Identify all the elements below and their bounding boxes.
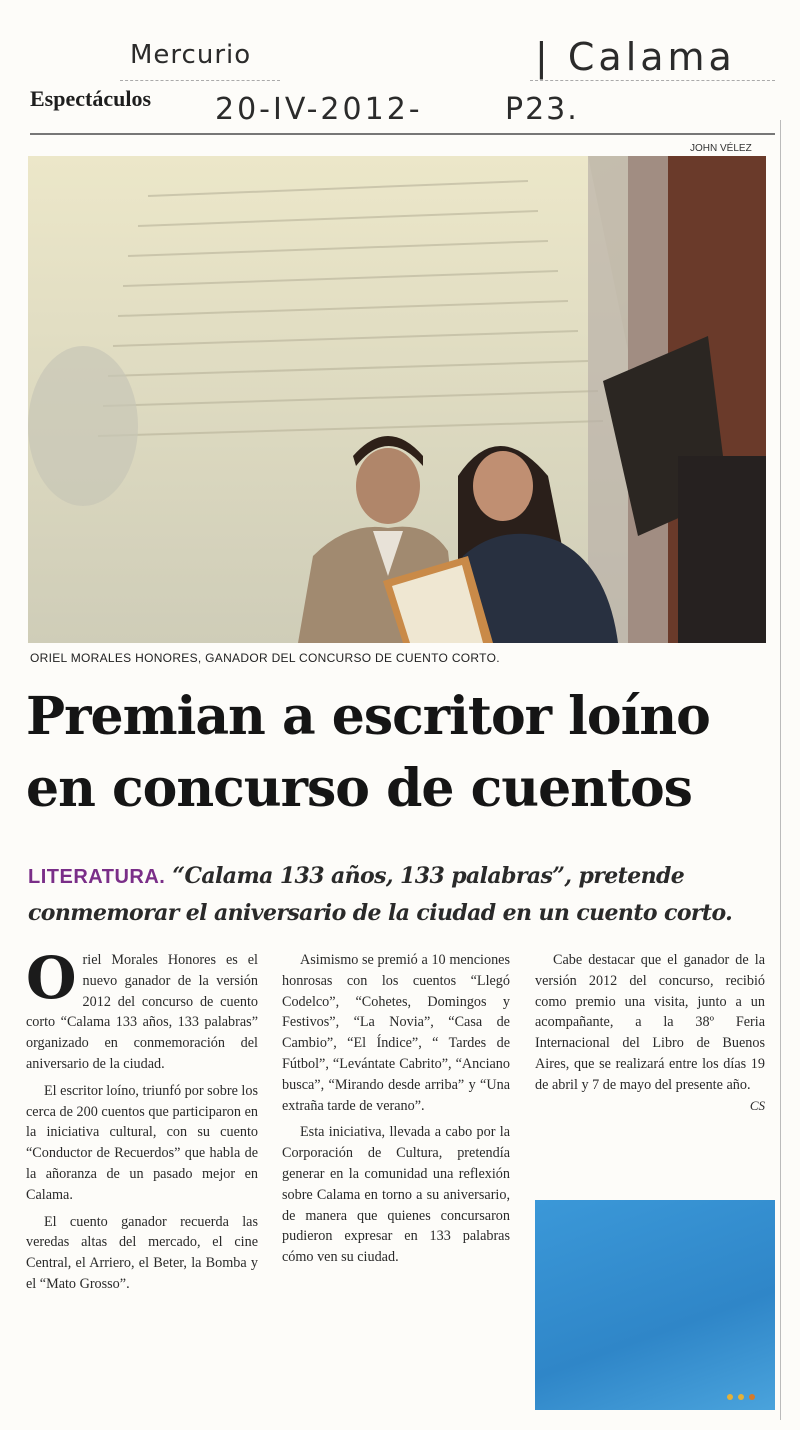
photo-caption: ORIEL MORALES HONORES, GANADOR DEL CONCURSO DE CUENTO CORTO. bbox=[30, 651, 500, 665]
body-paragraph bbox=[26, 944, 258, 1075]
decorative-dots bbox=[725, 1392, 765, 1402]
photo-credit: JOHN VÉLEZ bbox=[690, 143, 752, 154]
handwritten-newspaper-name: Mercurio bbox=[130, 40, 252, 70]
handwriting-rule bbox=[120, 80, 280, 81]
article-photo bbox=[28, 156, 766, 643]
blue-ad-box bbox=[535, 1200, 775, 1410]
body-paragraph-text: riel Morales Honores es el nuevo ganador de la versión 2012 del concurso de cuento corto “Calama 133 años, 133 palabras” organizado en conmemoración del aniversario de la ciudad. bbox=[26, 952, 258, 1072]
body-paragraph: Esta iniciativa, llevada a cabo por la Corporación de Cultura, pretendía generar en la comunidad una reflexión sobre Calama en torno a su aniversario, de manera que quienes concursaron pudieron expresar en 133 palabras cómo ven su ciudad. bbox=[282, 1124, 510, 1266]
handwriting-rule bbox=[530, 80, 775, 81]
handwritten-city: | Calama bbox=[535, 35, 736, 79]
headline bbox=[26, 681, 786, 825]
body-paragraph: El escritor loíno, triunfó por sobre los cerca de 200 cuentos que participaron en la iniciativa cultural, con su cuento “Conductor de Recuerdos” que habla de la añoranza de un pasado mejor en Calama. bbox=[26, 1082, 258, 1203]
lead-kicker: LITERATURA. bbox=[28, 866, 166, 888]
body-paragraph: El cuento ganador recuerda las veredas altas del mercado, el cine Central, el Arriero, el Beter, la Bomba y el “Mato Grosso”. bbox=[26, 1213, 258, 1292]
section-title: Espectáculos bbox=[30, 86, 151, 111]
handwritten-page: P23. bbox=[505, 92, 579, 127]
lead-paragraph bbox=[28, 858, 778, 931]
headline-line-1: Premian a escritor loíno bbox=[26, 686, 710, 747]
body-column-1 bbox=[26, 944, 258, 1301]
body-column-3 bbox=[535, 950, 765, 1116]
headline-line-2: en concurso de cuentos bbox=[26, 758, 692, 819]
body-paragraph-text: Cabe destacar que el ganador de la versión 2012 del concurso, recibió como premio una visita, junto a un acompañante, a la 38º Feria Internacional del Libro de Buenos Aires, que se realizará entre los días 19 de abril y 7 de mayo del presente año. bbox=[535, 952, 765, 1093]
lead-text: “Calama 133 años, 133 palabras”, pretende conmemorar el aniversario de la ciudad en un cuento corto. bbox=[28, 863, 733, 926]
body-paragraph bbox=[535, 950, 765, 1113]
drop-cap: O bbox=[26, 944, 77, 1012]
body-paragraph: Asimismo se premió a 10 menciones honrosas con los cuentos “Llegó Codelco”, “Cohetes, Domingos y Festivos”, “La Novia”, “Casa de Cambio”, “El Índice”, “ Tardes de Fútbol”, “Levántate Cabrito”, “Anciano busca”, “Mirando desde arriba” y “Una extraña tarde de verano”. bbox=[282, 952, 510, 1114]
handwritten-date: 20-IV-2012- bbox=[215, 92, 423, 127]
author-signature: CS bbox=[749, 1097, 765, 1113]
section-rule bbox=[30, 133, 775, 135]
body-column-2 bbox=[282, 950, 510, 1274]
